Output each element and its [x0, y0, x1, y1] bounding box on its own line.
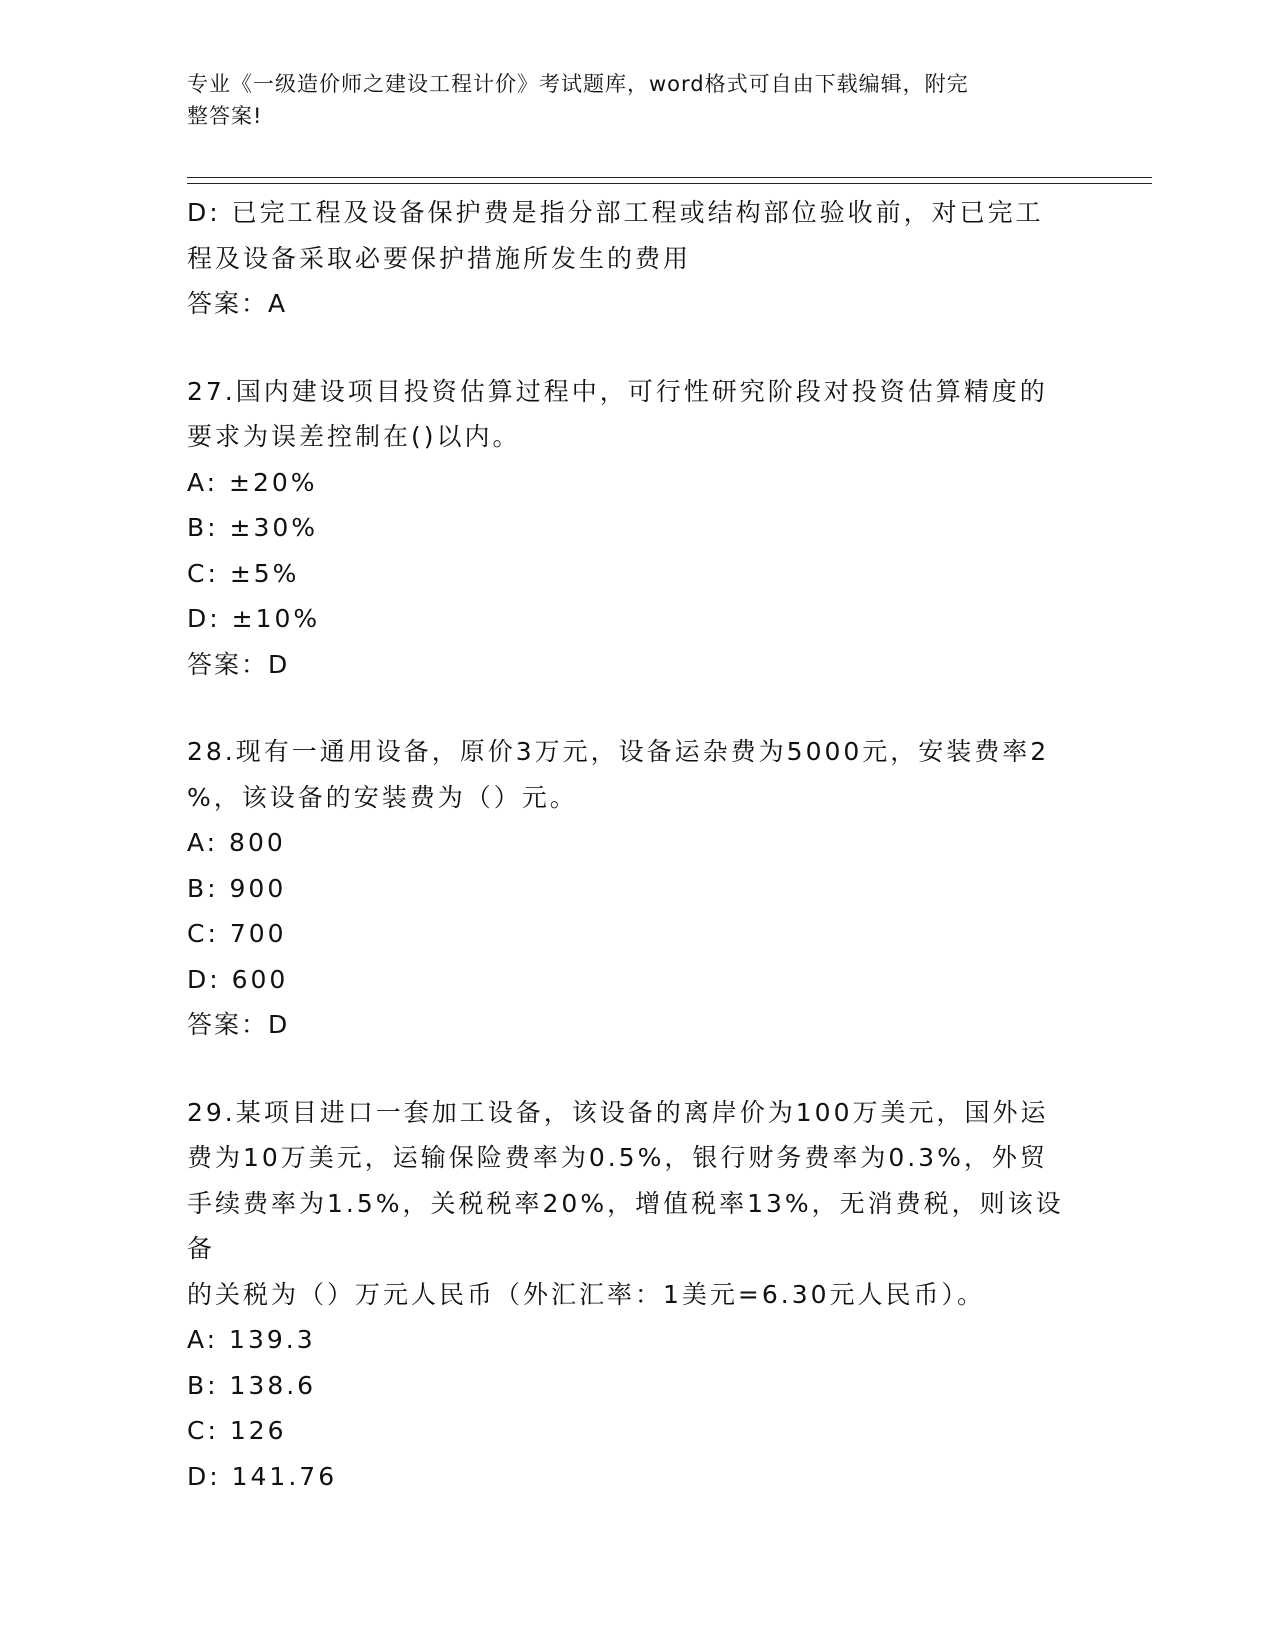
question-stem-line: 29.某项目进口一套加工设备，该设备的离岸价为100万美元，国外运 [187, 1097, 1049, 1127]
spacer [187, 327, 1087, 369]
header-divider-top [187, 177, 1152, 178]
question-stem-line: 27.国内建设项目投资估算过程中，可行性研究阶段对投资估算精度的 [187, 376, 1048, 406]
question-fragment [187, 190, 1087, 327]
page-header [187, 68, 1067, 132]
option-b: B: 138.6 [187, 1370, 317, 1400]
answer-line: 答案：A [187, 289, 288, 318]
option-a: A: 800 [187, 828, 286, 857]
question-27 [187, 369, 1087, 688]
option-c: C: 700 [187, 919, 287, 948]
header-line-1: 专业《一级造价师之建设工程计价》考试题库，word格式可自由下载编辑，附完 [187, 72, 969, 96]
option-b: B: 900 [187, 873, 287, 903]
spacer [187, 687, 1087, 729]
question-stem-line: 费为10万美元，运输保险费率为0.5%，银行财务费率为0.3%，外贸 [187, 1143, 1048, 1172]
spacer [187, 1048, 1087, 1090]
option-d: D: 600 [187, 964, 289, 994]
question-29 [187, 1090, 1087, 1500]
question-stem-line: 28.现有一通用设备，原价3万元，设备运杂费为5000元，安装费率2 [187, 737, 1050, 766]
question-stem-line: %，该设备的安装费为（）元。 [187, 782, 578, 812]
option-d-line-1: D: 已完工程及设备保护费是指分部工程或结构部位验收前，对已完工 [187, 198, 1044, 227]
question-28 [187, 729, 1087, 1048]
option-d: D: 141.76 [187, 1461, 338, 1491]
question-stem-line: 要求为误差控制在()以内。 [187, 422, 521, 451]
answer-line: 答案：D [187, 649, 290, 679]
option-b: B: ±30% [187, 513, 319, 542]
question-stem-line: 手续费率为1.5%，关税税率20%，增值税率13%，无消费税，则该设备 [187, 1188, 1064, 1263]
question-stem-line: 的关税为（）万元人民币（外汇汇率：1美元=6.30元人民币）。 [187, 1279, 986, 1309]
document-body [187, 190, 1087, 1499]
option-a: A: ±20% [187, 467, 318, 497]
option-c: C: ±5% [187, 558, 300, 588]
option-c: C: 126 [187, 1416, 287, 1445]
option-d-line-2: 程及设备采取必要保护措施所发生的费用 [187, 243, 692, 273]
answer-line: 答案：D [187, 1010, 290, 1039]
option-d: D: ±10% [187, 604, 321, 633]
option-a: A: 139.3 [187, 1325, 316, 1354]
header-divider-bottom [187, 183, 1152, 184]
header-line-2: 整答案! [187, 104, 263, 128]
